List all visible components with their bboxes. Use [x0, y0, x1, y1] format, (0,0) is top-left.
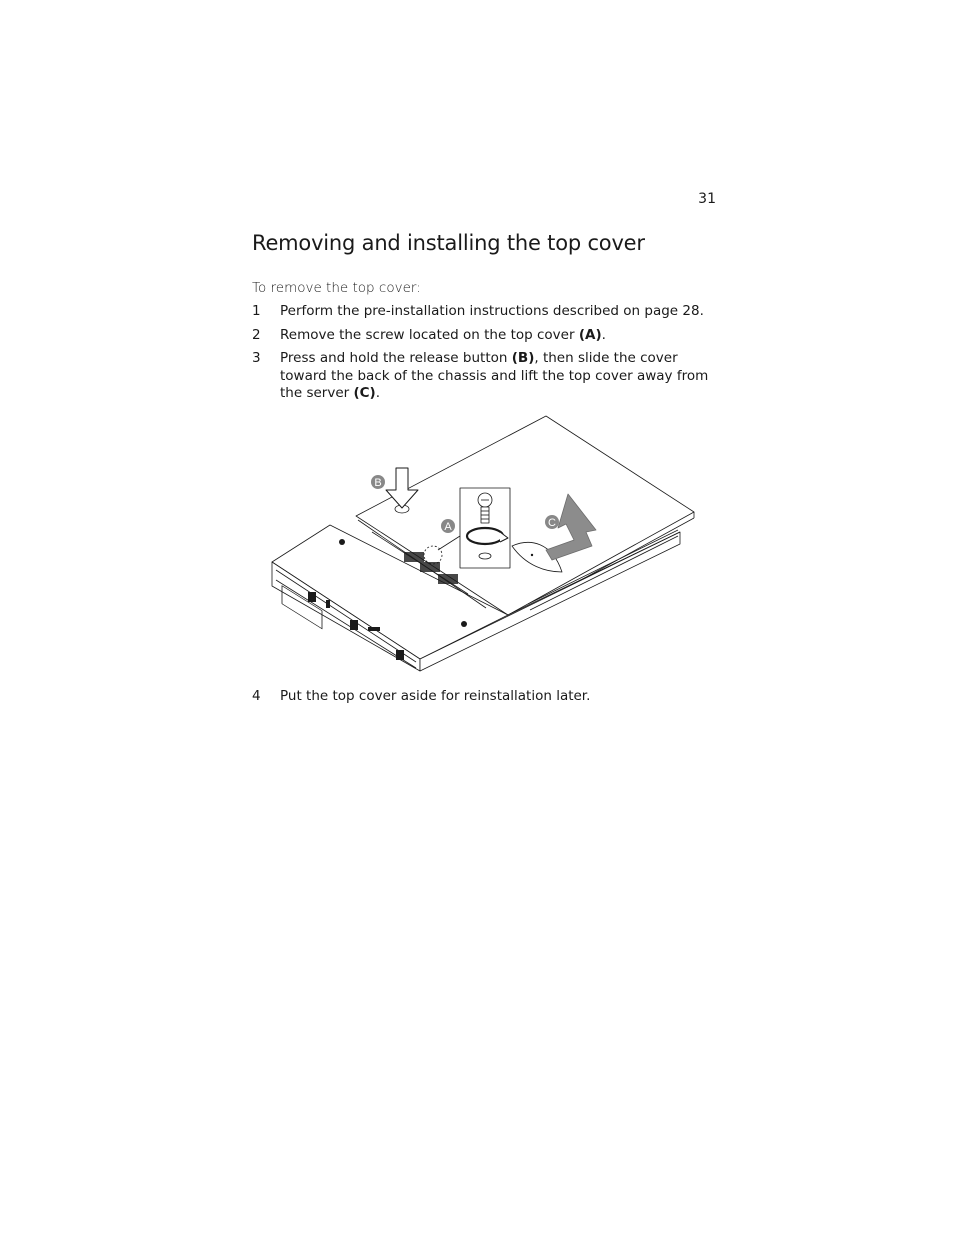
intro-text: To remove the top cover: [252, 280, 421, 296]
step-1 [252, 303, 722, 321]
callout-a-label: A [444, 521, 452, 533]
step-4 [252, 688, 722, 706]
step-text [280, 350, 722, 403]
callout-b-label: B [374, 477, 382, 489]
step-text-part: Remove the screw located on the top cover [280, 327, 579, 343]
step-text: Put the top cover aside for reinstallation later. [280, 688, 591, 704]
step-number: 1 [252, 303, 261, 319]
step-text-part: . [601, 327, 606, 343]
callout-ref-a: (A) [578, 327, 602, 343]
callout-ref-c: (C) [353, 385, 376, 401]
step-number: 3 [252, 350, 261, 366]
step-text [280, 327, 722, 345]
step-text-part: , then slide the cover toward the back of the chassis and lift the top cover away from the server [280, 350, 709, 401]
callout-ref-b: (B) [511, 350, 535, 366]
step-text-part: . [375, 385, 381, 401]
step-3 [252, 350, 722, 403]
step-2 [252, 327, 722, 345]
page-number: 31 [698, 191, 716, 207]
step-number: 4 [252, 688, 261, 704]
server-top-cover-illustration [268, 412, 698, 674]
step-number: 2 [252, 327, 261, 343]
callout-c-label: C [548, 517, 556, 529]
step-text: Perform the pre-installation instructions described on page 28. [280, 303, 704, 319]
step-text-part: Press and hold the release button [280, 350, 512, 366]
section-title: Removing and installing the top cover [252, 231, 645, 255]
